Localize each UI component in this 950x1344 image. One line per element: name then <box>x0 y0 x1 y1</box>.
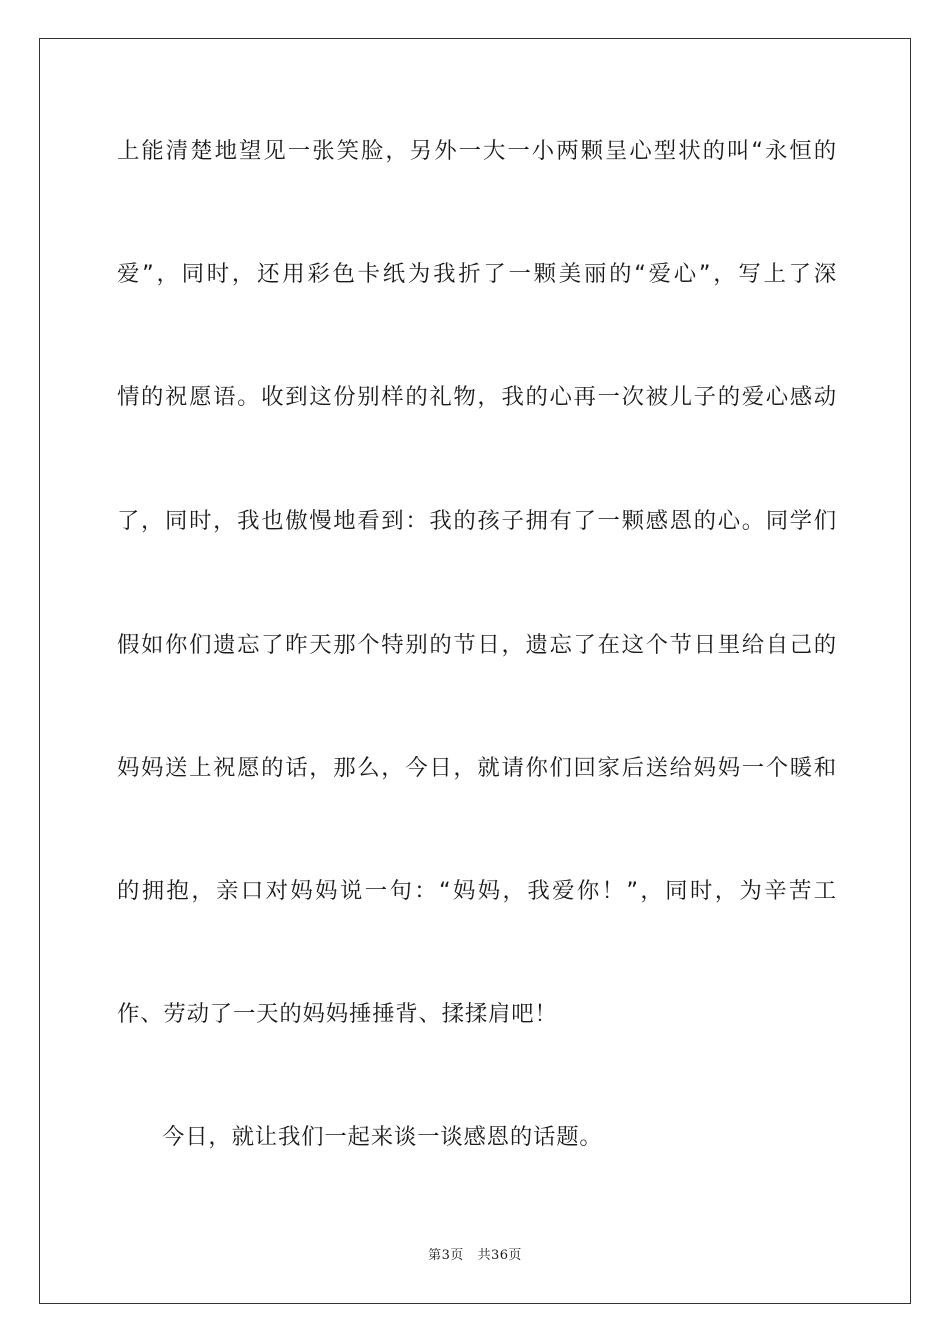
paragraph-line-last: 作、劳动了一天的妈妈捶捶背、揉揉肩吧！ <box>117 1001 558 1027</box>
paragraph-line: 的拥抱，亲口对妈妈说一句：“妈妈，我爱你！”，同时，为辛苦工 <box>117 878 837 904</box>
page-footer <box>0 1247 950 1265</box>
page-total: 共36页 <box>477 1248 522 1263</box>
paragraph-line: 情的祝愿语。收到这份别样的礼物，我的心再一次被儿子的爱心感动 <box>117 384 837 410</box>
page-number: 第3页 <box>428 1248 464 1263</box>
paragraph-line: 假如你们遗忘了昨天那个特别的节日，遗忘了在这个节日里给自己的 <box>117 632 837 658</box>
paragraph-line: 了，同时，我也傲慢地看到：我的孩子拥有了一颗感恩的心。同学们 <box>117 508 837 534</box>
paragraph-line: 妈妈送上祝愿的话，那么，今日，就请你们回家后送给妈妈一个暖和 <box>117 755 837 781</box>
paragraph-line: 爱”，同时，还用彩色卡纸为我折了一颗美丽的“爱心”，写上了深 <box>117 261 837 287</box>
paragraph-line: 上能清楚地望见一张笑脸，另外一大一小两颗呈心型状的叫“永恒的 <box>117 138 837 164</box>
page-border <box>39 38 911 1304</box>
paragraph-indented: 今日，就让我们一起来谈一谈感恩的话题。 <box>162 1124 603 1150</box>
